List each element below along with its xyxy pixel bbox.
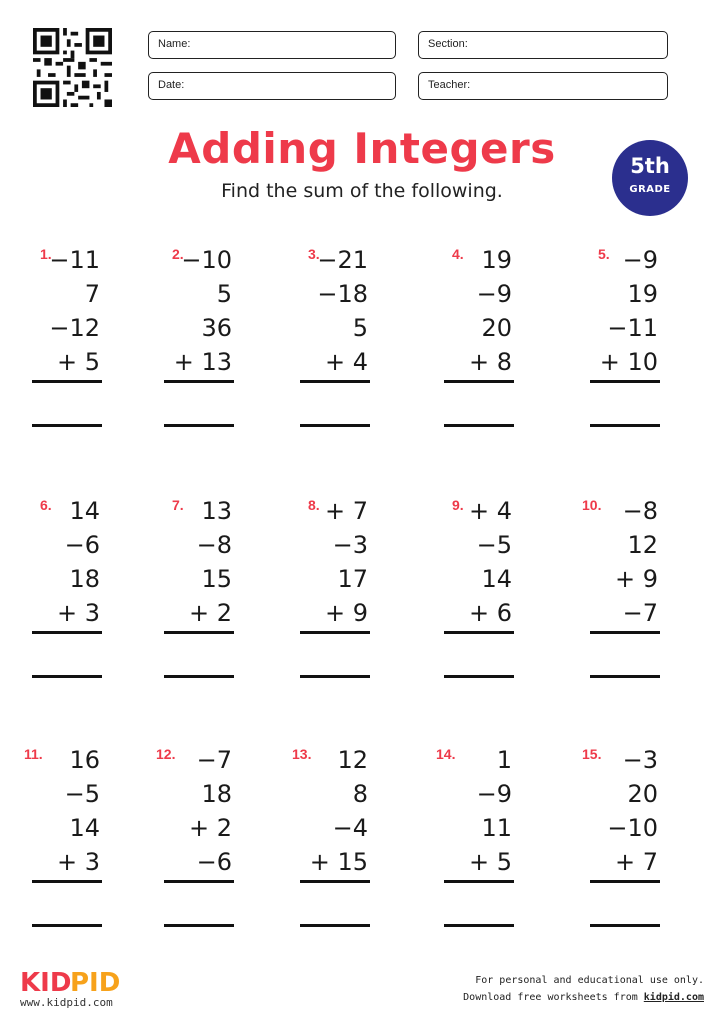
download-text: Download free worksheets from bbox=[463, 992, 644, 1003]
addend-4: −6 bbox=[196, 848, 232, 876]
problem-6 bbox=[20, 497, 140, 697]
problem-number: 13. bbox=[292, 746, 312, 762]
answer-line[interactable] bbox=[444, 675, 514, 678]
kidpid-link[interactable]: kidpid.com bbox=[643, 992, 704, 1003]
problem-number: 14. bbox=[436, 746, 456, 762]
sum-line bbox=[32, 631, 102, 634]
answer-line[interactable] bbox=[590, 675, 660, 678]
sum-line bbox=[32, 380, 102, 383]
problem-number: 9. bbox=[452, 497, 464, 513]
addend-2: −18 bbox=[317, 280, 368, 308]
addend-2: −5 bbox=[64, 780, 100, 808]
addend-3: −10 bbox=[607, 814, 658, 842]
problem-5 bbox=[578, 246, 698, 446]
addend-2: −5 bbox=[476, 531, 512, 559]
addend-2: −3 bbox=[332, 531, 368, 559]
problem-10 bbox=[578, 497, 698, 697]
addend-2: −8 bbox=[196, 531, 232, 559]
addend-3: 18 bbox=[69, 565, 100, 593]
sum-line bbox=[32, 880, 102, 883]
problem-number: 7. bbox=[172, 497, 184, 513]
problem-number: 2. bbox=[172, 246, 184, 262]
addend-4: + 2 bbox=[188, 599, 232, 627]
answer-line[interactable] bbox=[590, 424, 660, 427]
teacher-label: Teacher: bbox=[428, 79, 471, 91]
download-note bbox=[463, 992, 704, 1003]
answer-line[interactable] bbox=[32, 675, 102, 678]
section-label: Section: bbox=[428, 38, 468, 50]
addend-2: −9 bbox=[476, 280, 512, 308]
addend-3: 5 bbox=[352, 314, 368, 342]
addend-2: 7 bbox=[84, 280, 100, 308]
addend-3: 14 bbox=[481, 565, 512, 593]
kidpid-logo bbox=[20, 966, 121, 998]
addend-3: 15 bbox=[201, 565, 232, 593]
addend-2: 19 bbox=[627, 280, 658, 308]
date-field[interactable] bbox=[148, 72, 396, 100]
answer-line[interactable] bbox=[300, 424, 370, 427]
addend-4: + 8 bbox=[468, 348, 512, 376]
answer-line[interactable] bbox=[164, 424, 234, 427]
sum-line bbox=[444, 880, 514, 883]
addend-3: −11 bbox=[607, 314, 658, 342]
problem-number: 1. bbox=[40, 246, 52, 262]
addend-4: + 10 bbox=[599, 348, 658, 376]
problem-number: 6. bbox=[40, 497, 52, 513]
grade-caption: GRADE bbox=[629, 184, 671, 195]
addend-3: + 9 bbox=[614, 565, 658, 593]
answer-line[interactable] bbox=[164, 924, 234, 927]
addend-3: 11 bbox=[481, 814, 512, 842]
date-label: Date: bbox=[158, 79, 185, 91]
sum-line bbox=[164, 880, 234, 883]
problem-1 bbox=[20, 246, 140, 446]
problem-8 bbox=[288, 497, 408, 697]
problem-7 bbox=[152, 497, 272, 697]
addend-4: + 7 bbox=[614, 848, 658, 876]
addend-1: 13 bbox=[201, 497, 232, 525]
problem-number: 12. bbox=[156, 746, 176, 762]
footer-website: www.kidpid.com bbox=[20, 996, 113, 1009]
problem-4 bbox=[432, 246, 552, 446]
addend-4: + 6 bbox=[468, 599, 512, 627]
sum-line bbox=[164, 631, 234, 634]
page-title: Adding Integers bbox=[168, 124, 556, 173]
answer-line[interactable] bbox=[300, 924, 370, 927]
addend-2: 8 bbox=[352, 780, 368, 808]
addend-1: −11 bbox=[49, 246, 100, 274]
problem-9 bbox=[432, 497, 552, 697]
svg-text:PID: PID bbox=[70, 968, 121, 998]
problem-13 bbox=[288, 746, 408, 946]
answer-line[interactable] bbox=[32, 924, 102, 927]
problem-number: 11. bbox=[24, 746, 43, 762]
answer-line[interactable] bbox=[32, 424, 102, 427]
addend-4: + 5 bbox=[56, 348, 100, 376]
problem-15 bbox=[578, 746, 698, 946]
addend-3: 20 bbox=[481, 314, 512, 342]
addend-1: + 7 bbox=[324, 497, 368, 525]
addend-4: −7 bbox=[622, 599, 658, 627]
grade-badge bbox=[612, 140, 688, 216]
addend-1: 16 bbox=[69, 746, 100, 774]
addend-3: + 2 bbox=[188, 814, 232, 842]
problem-number: 8. bbox=[308, 497, 320, 513]
name-label: Name: bbox=[158, 38, 191, 50]
grade-level: 5th bbox=[630, 154, 670, 178]
addend-2: 20 bbox=[627, 780, 658, 808]
addend-3: 36 bbox=[201, 314, 232, 342]
problem-14 bbox=[432, 746, 552, 946]
instructions: Find the sum of the following. bbox=[221, 180, 503, 202]
sum-line bbox=[300, 880, 370, 883]
addend-4: + 3 bbox=[56, 848, 100, 876]
teacher-field[interactable] bbox=[418, 72, 668, 100]
addend-1: 14 bbox=[69, 497, 100, 525]
addend-4: + 15 bbox=[309, 848, 368, 876]
answer-line[interactable] bbox=[300, 675, 370, 678]
addend-2: 5 bbox=[216, 280, 232, 308]
sum-line bbox=[590, 380, 660, 383]
addend-1: −10 bbox=[181, 246, 232, 274]
svg-text:KID: KID bbox=[20, 968, 72, 998]
name-field[interactable] bbox=[148, 31, 396, 59]
problem-12 bbox=[152, 746, 272, 946]
problem-number: 15. bbox=[582, 746, 602, 762]
problem-3 bbox=[288, 246, 408, 446]
sum-line bbox=[300, 380, 370, 383]
sum-line bbox=[444, 631, 514, 634]
addend-3: 14 bbox=[69, 814, 100, 842]
addend-2: −6 bbox=[64, 531, 100, 559]
sum-line bbox=[300, 631, 370, 634]
qr-code bbox=[33, 28, 112, 107]
addend-4: + 5 bbox=[468, 848, 512, 876]
problem-number: 5. bbox=[598, 246, 610, 262]
addend-2: 18 bbox=[201, 780, 232, 808]
addend-3: −4 bbox=[332, 814, 368, 842]
addend-1: −9 bbox=[622, 246, 658, 274]
addend-1: −7 bbox=[196, 746, 232, 774]
sum-line bbox=[444, 380, 514, 383]
addend-4: + 9 bbox=[324, 599, 368, 627]
section-field[interactable] bbox=[418, 31, 668, 59]
addend-3: −12 bbox=[49, 314, 100, 342]
addend-1: −21 bbox=[317, 246, 368, 274]
addend-2: −9 bbox=[476, 780, 512, 808]
problem-number: 4. bbox=[452, 246, 464, 262]
answer-line[interactable] bbox=[444, 424, 514, 427]
problem-11 bbox=[20, 746, 140, 946]
addend-3: 17 bbox=[337, 565, 368, 593]
addend-1: −8 bbox=[622, 497, 658, 525]
usage-note: For personal and educational use only. bbox=[475, 975, 704, 986]
addend-2: 12 bbox=[627, 531, 658, 559]
problem-number: 10. bbox=[582, 497, 602, 513]
addend-4: + 4 bbox=[324, 348, 368, 376]
addend-1: 1 bbox=[496, 746, 512, 774]
sum-line bbox=[590, 631, 660, 634]
problem-number: 3. bbox=[308, 246, 320, 262]
addend-1: 19 bbox=[481, 246, 512, 274]
addend-1: 12 bbox=[337, 746, 368, 774]
answer-line[interactable] bbox=[444, 924, 514, 927]
addend-4: + 3 bbox=[56, 599, 100, 627]
sum-line bbox=[164, 380, 234, 383]
addend-1: + 4 bbox=[468, 497, 512, 525]
problem-2 bbox=[152, 246, 272, 446]
sum-line bbox=[590, 880, 660, 883]
answer-line[interactable] bbox=[164, 675, 234, 678]
addend-4: + 13 bbox=[173, 348, 232, 376]
addend-1: −3 bbox=[622, 746, 658, 774]
answer-line[interactable] bbox=[590, 924, 660, 927]
